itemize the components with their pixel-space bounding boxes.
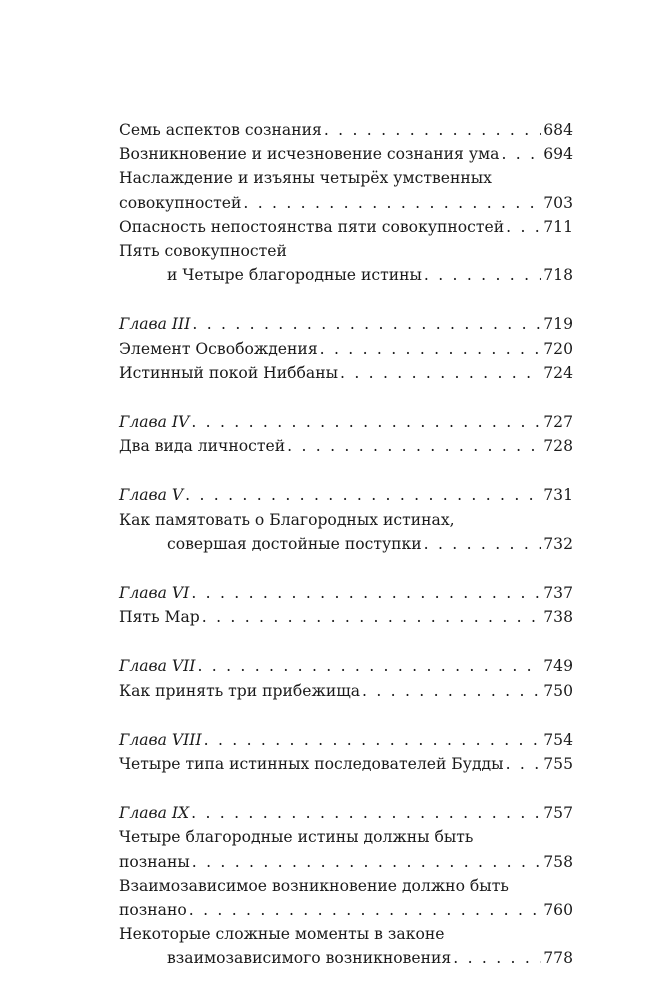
entry-title: и Четыре благородные истины [167,266,422,285]
toc-group [119,801,573,970]
table-of-contents [119,118,573,996]
entry-line [119,118,573,142]
dot-leader [202,605,541,629]
entry-line [119,434,573,458]
chapter-line [119,801,573,825]
dot-leader [185,483,541,507]
entry-line [119,532,573,556]
page-number: 750 [543,681,573,700]
page-number: 749 [543,657,573,676]
entry-line [119,142,573,166]
entry-title-first-line: Четыре благородные истины должны быть [119,828,474,847]
entry-title: совокупностей [119,193,242,212]
chapter-line [119,581,573,605]
page-number: 778 [543,949,573,968]
toc-entry [119,922,573,970]
page-number: 732 [543,534,573,553]
chapter-heading [119,312,573,336]
entry-title-first-line: Взаимозависимое возникновение должно быть [119,876,509,895]
entry-title: взаимозависимого возникновения [167,949,452,968]
dot-leader [189,898,541,922]
chapter-line [119,728,573,752]
entry-line [119,898,573,922]
entry-title: Возникновение и исчезновение сознания ума [119,145,500,164]
entry-title: Опасность непостоянства пяти совокупностей [119,217,505,236]
dot-leader [197,654,541,678]
entry-title: Два вида личностей [119,437,286,456]
dot-leader [320,337,542,361]
toc-group [119,581,573,629]
page-number: 719 [543,315,573,334]
entry-line [119,361,573,385]
entry-title: Глава V [119,486,184,505]
page-number: 720 [543,339,573,358]
page-number: 731 [543,486,573,505]
entry-title: Элемент Освобождения [119,339,318,358]
toc-group [119,483,573,556]
page-number: 755 [543,755,573,774]
entry-title: Глава IV [119,413,190,432]
chapter-heading [119,654,573,678]
page-number: 728 [543,437,573,456]
dot-leader [287,434,541,458]
entry-title: Пять Мар [119,608,200,627]
page-number: 718 [543,266,573,285]
entry-title: Семь аспектов сознания [119,121,322,139]
toc-entry [119,434,573,458]
page-number: 758 [543,852,573,871]
dot-leader [324,118,541,142]
entry-line [119,850,573,874]
page-number: 738 [543,608,573,627]
page-number: 711 [543,217,573,236]
chapter-heading [119,483,573,507]
chapter-line [119,483,573,507]
toc-entry [119,752,573,776]
entry-title: Глава IX [119,804,190,823]
entry-line [119,191,573,215]
toc-entry [119,337,573,361]
toc-entry [119,679,573,703]
page-number: 760 [543,901,573,920]
entry-line [119,946,573,970]
dot-leader [362,679,541,703]
toc-group [119,654,573,702]
dot-leader [501,142,541,166]
chapter-heading [119,581,573,605]
toc-group [119,410,573,458]
chapter-line [119,312,573,336]
entry-title-first-line: Некоторые сложные моменты в законе [119,925,445,944]
toc-entry [119,605,573,629]
dot-leader [191,801,541,825]
entry-title-first-line: Как памятовать о Благородных истинах, [119,510,455,529]
chapter-heading [119,410,573,434]
toc-group [119,728,573,776]
chapter-line [119,410,573,434]
toc-group [119,118,573,287]
toc-entry [119,142,573,166]
dot-leader [192,850,541,874]
chapter-heading [119,801,573,825]
entry-title: Глава VI [119,584,190,603]
page-number: 727 [543,413,573,432]
toc-entry [119,508,573,556]
dot-leader [191,410,541,434]
entry-line [119,263,573,287]
page-number: 694 [543,145,573,164]
dot-leader [506,215,541,239]
page-number: 754 [543,730,573,749]
page-number: 684 [543,121,573,139]
toc-entry [119,118,573,142]
page-number: 737 [543,584,573,603]
entry-title: совершая достойные поступки [167,534,422,553]
entry-title: Глава VIII [119,730,202,749]
toc-group [119,312,573,385]
entry-title-first-line: Наслаждение и изъяны четырёх умственных [119,169,492,188]
toc-entry [119,239,573,287]
entry-line [119,679,573,703]
page-number: 703 [543,193,573,212]
entry-title-first-line: Пять совокупностей [119,242,287,261]
page-number: 757 [543,804,573,823]
chapter-line [119,654,573,678]
toc-entry [119,215,573,239]
dot-leader [191,581,541,605]
entry-line [119,752,573,776]
dot-leader [204,728,542,752]
toc-entry [119,361,573,385]
entry-line [119,337,573,361]
dot-leader [506,752,542,776]
entry-title: Как принять три прибежища [119,681,361,700]
entry-title: Глава VII [119,657,196,676]
toc-entry [119,825,573,873]
dot-leader [453,946,541,970]
entry-line [119,605,573,629]
chapter-heading [119,728,573,752]
toc-entry [119,874,573,922]
dot-leader [192,312,541,336]
entry-line [119,215,573,239]
dot-leader [243,191,541,215]
dot-leader [424,532,542,556]
dot-leader [340,361,541,385]
entry-title: Четыре типа истинных последователей Будды [119,755,504,774]
entry-title: познано [119,901,187,920]
page-number: 724 [543,363,573,382]
toc-entry [119,166,573,214]
entry-title: познаны [119,852,190,871]
entry-title: Истинный покой Ниббаны [119,363,339,382]
dot-leader [424,263,541,287]
entry-title: Глава III [119,315,191,334]
